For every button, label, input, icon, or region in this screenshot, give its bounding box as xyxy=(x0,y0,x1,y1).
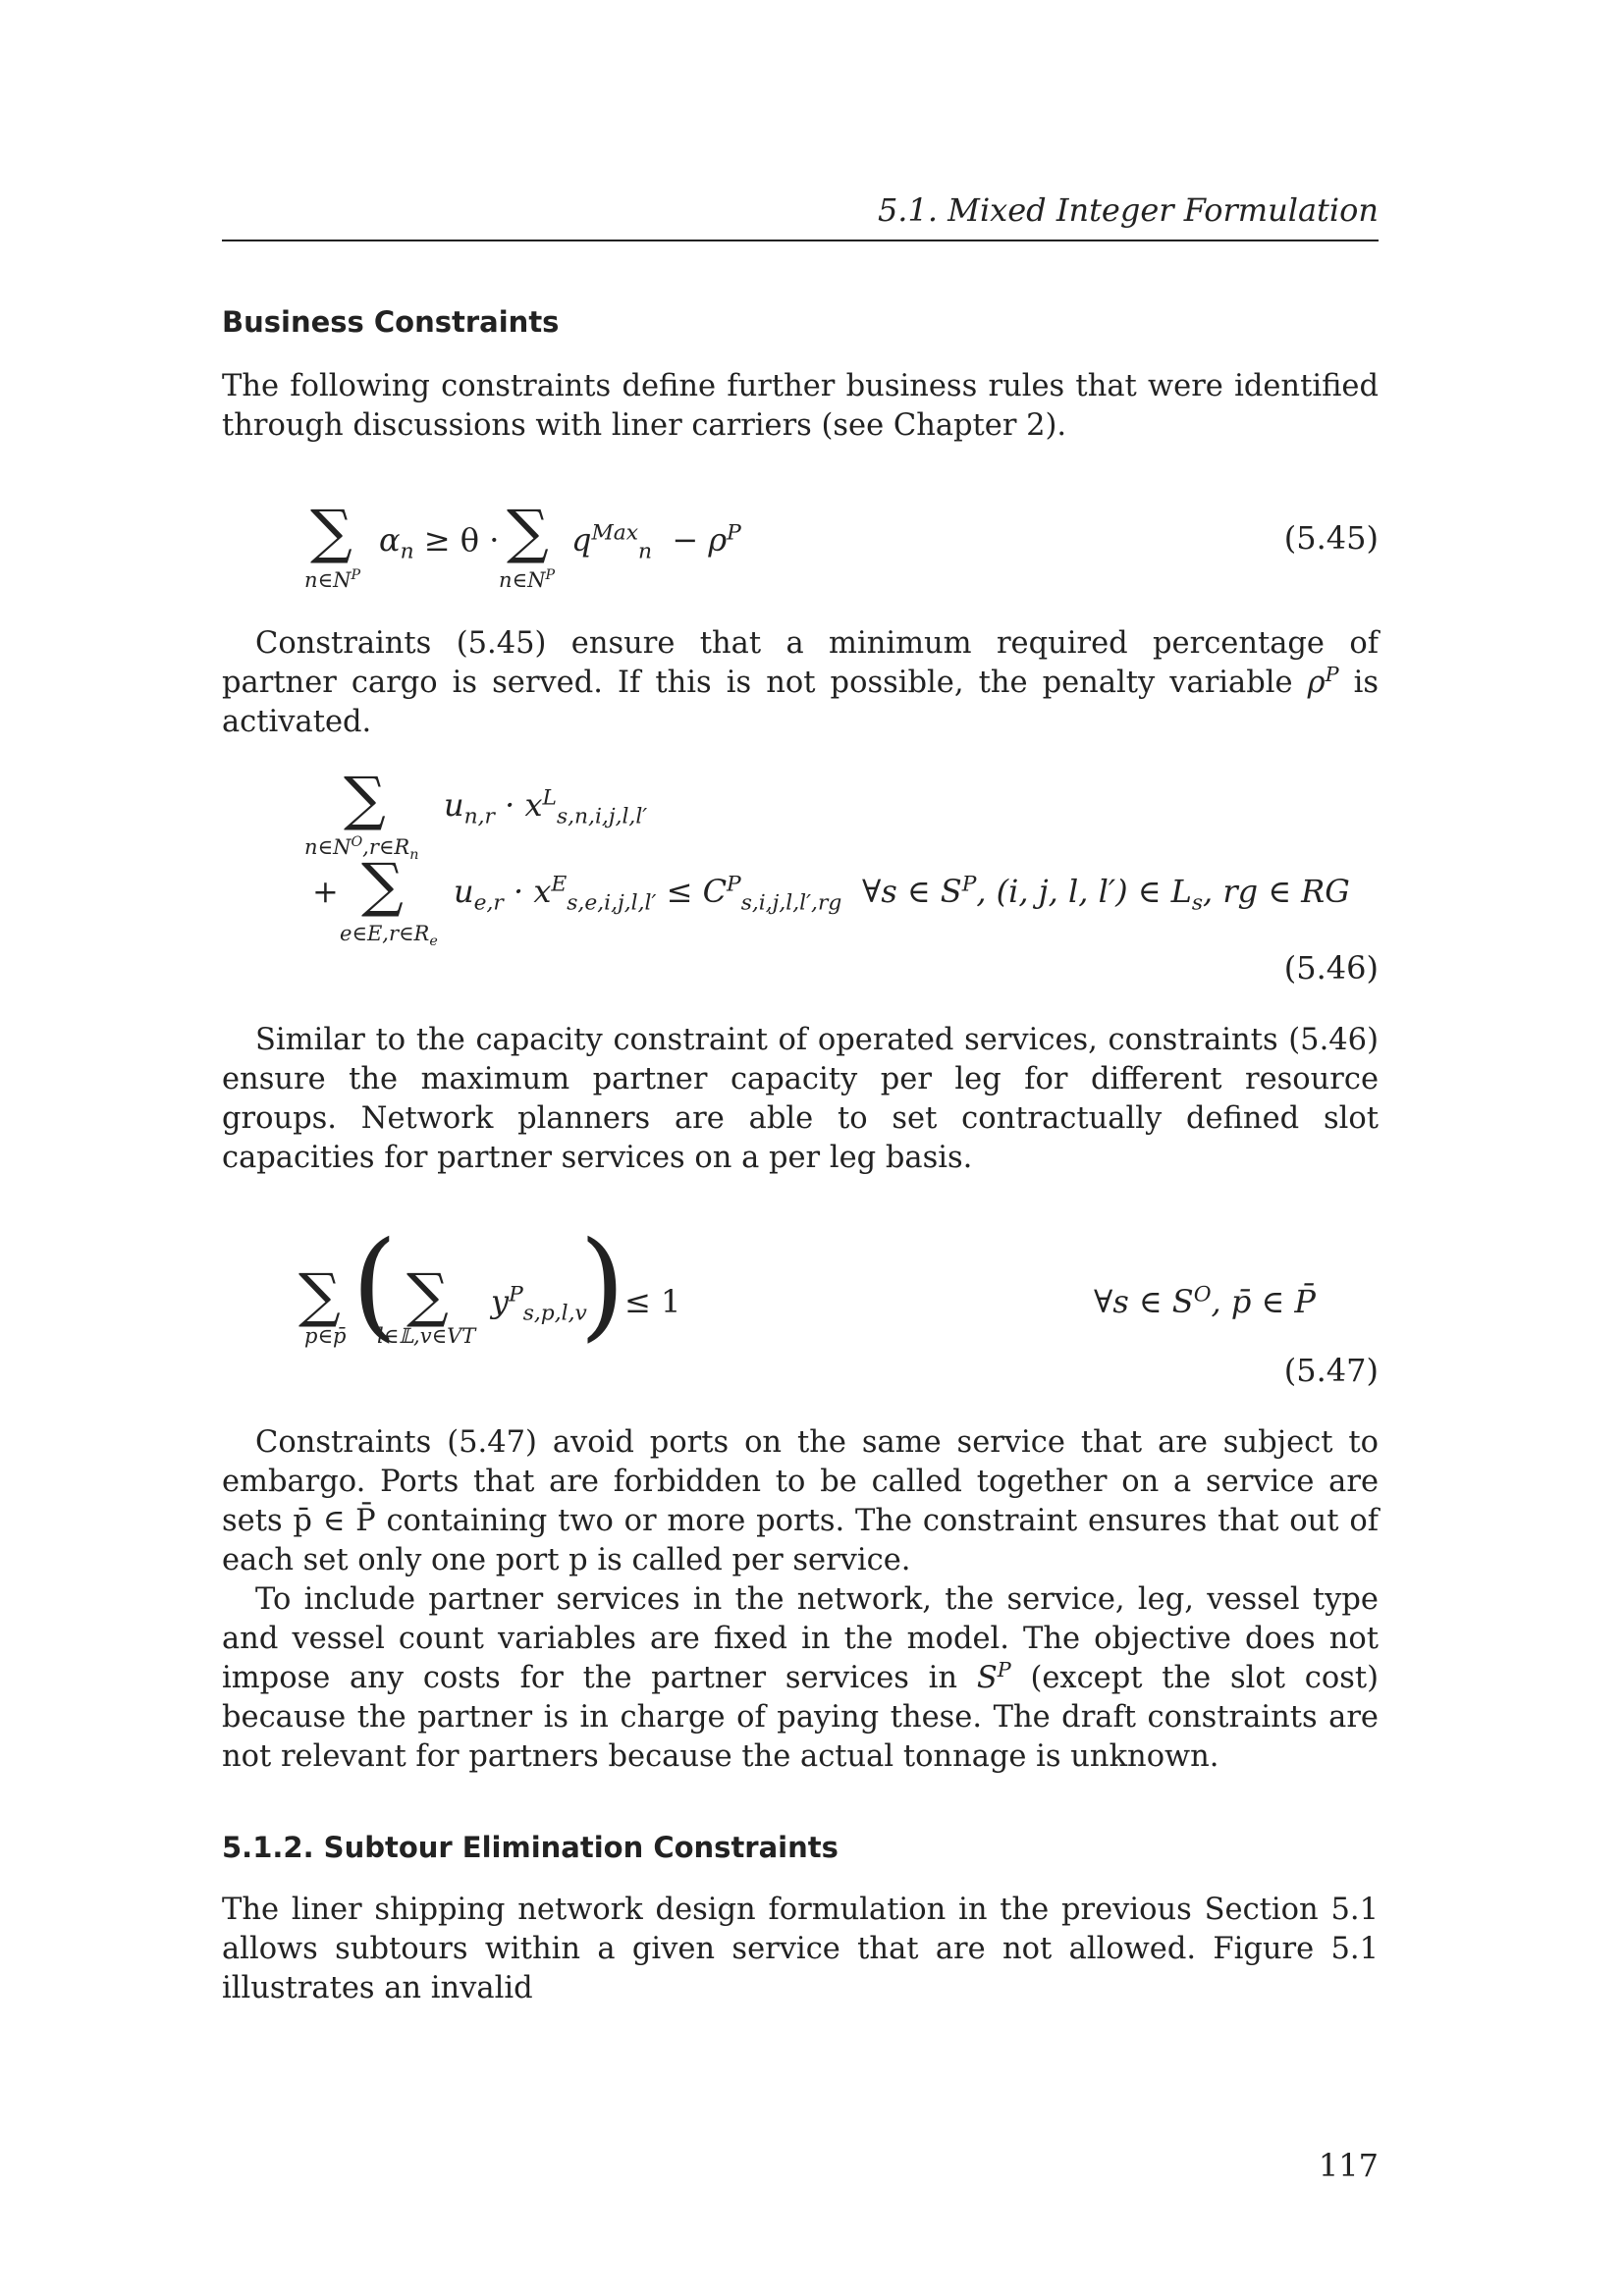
paragraph-5-47 xyxy=(222,1423,1379,1777)
paragraph-5-45 xyxy=(222,624,1379,742)
page-number: 117 xyxy=(1318,2147,1379,2184)
sum-limit: $n\in N^P$ xyxy=(304,567,361,592)
equation-rhs: $q^{Max}_n - \rho^P$ xyxy=(571,520,741,564)
paragraph-text: Constraints (5.45) ensure that a minimum required percentage of partner cargo is served. If this is not possible, the penalty variable $\rho^P$ is activated. xyxy=(222,626,1380,739)
equation-number: (5.45) xyxy=(1283,519,1379,557)
sum-symbol: ∑ xyxy=(406,1261,449,1330)
paragraph-text: To include partner services in the network, the service, leg, vessel type and vessel count variables are fixed in the model. The objective does not impose any costs for the partner services in $S^P$ (except the slot cost) because the partner is in charge of paying these. The draft constraints are not relevant for partners because the actual tonnage is unknown. xyxy=(222,1582,1379,1774)
paragraph-5-46 xyxy=(222,1021,1379,1178)
equation-lhs: $\alpha_n \ge \theta$ · xyxy=(379,521,500,564)
equation-line-1: $u_{n,r} \cdot x^L_{s,n,i,j,l,l'}$ xyxy=(444,785,648,829)
paragraph-text: Constraints (5.47) avoid ports on the same service that are subject to embargo. Ports that are forbidden to be called together on a service are sets p̄ ∈ P̄ containing two or more ports. The constraint ensures that out of each set only one port p is called per service. xyxy=(222,1425,1379,1577)
intro-paragraph xyxy=(222,367,1379,446)
equation-number: (5.47) xyxy=(1283,1352,1379,1389)
equation-rhs: ≤ 1 xyxy=(624,1283,681,1320)
right-paren: ) xyxy=(579,1217,625,1354)
equation-condition: ∀s ∈ $S^O$, p̄ ∈ P̄ xyxy=(1094,1282,1316,1320)
intro-text: The following constraints define further business rules that were identified through discussions with liner carriers (see Chapter 2). xyxy=(222,369,1379,443)
sum-symbol: ∑ xyxy=(507,498,549,566)
section-heading-business-constraints: Business Constraints xyxy=(222,305,560,339)
sum-limit: $n\in N^P$ xyxy=(499,567,556,592)
sum-symbol: ∑ xyxy=(361,851,404,920)
sum-symbol: ∑ xyxy=(310,498,352,566)
sum-limit: $n\in N^O,r\in R_n$ xyxy=(304,834,419,864)
equation-term: $y^P_{s,p,l,v}$ xyxy=(491,1282,587,1326)
section-heading-subtour-elimination: 5.1.2. Subtour Elimination Constraints xyxy=(222,1831,839,1864)
paragraph-text: The liner shipping network design formulation in the previous Section 5.1 allows subtours within a given service that are not allowed. Figure 5.1 illustrates an invalid xyxy=(222,1893,1379,2005)
sum-symbol: ∑ xyxy=(298,1261,341,1330)
paragraph-text: Similar to the capacity constraint of operated services, constraints (5.46) ensure the maximum partner capacity per leg for different resource groups. Network planners are able to set contractually defined slot capacities for partner services on a per leg basis. xyxy=(222,1023,1379,1175)
running-head: 5.1. Mixed Integer Formulation xyxy=(877,191,1379,229)
paragraph-subtour xyxy=(222,1891,1379,2008)
equation-condition: ∀s ∈ $S^P$, (i, j, l, l′) ∈ $L_s$, rg ∈ RG xyxy=(862,872,1350,916)
sum-limit: $e\in E,r\in R_e$ xyxy=(340,922,438,950)
equation-number: (5.46) xyxy=(1283,949,1379,987)
sum-limit: p∈p̄ xyxy=(304,1324,347,1348)
plus-sign: + xyxy=(312,873,339,910)
left-paren: ( xyxy=(352,1217,398,1354)
sum-limit: l∈𝕃,v∈VT xyxy=(377,1324,476,1348)
equation-line-2: $u_{e,r} \cdot x^E_{s,e,i,j,l,l'} \le C^P_{s,i,j,l,l',rg}$ xyxy=(454,872,842,916)
header-rule xyxy=(222,240,1379,241)
sum-symbol: ∑ xyxy=(344,765,386,833)
